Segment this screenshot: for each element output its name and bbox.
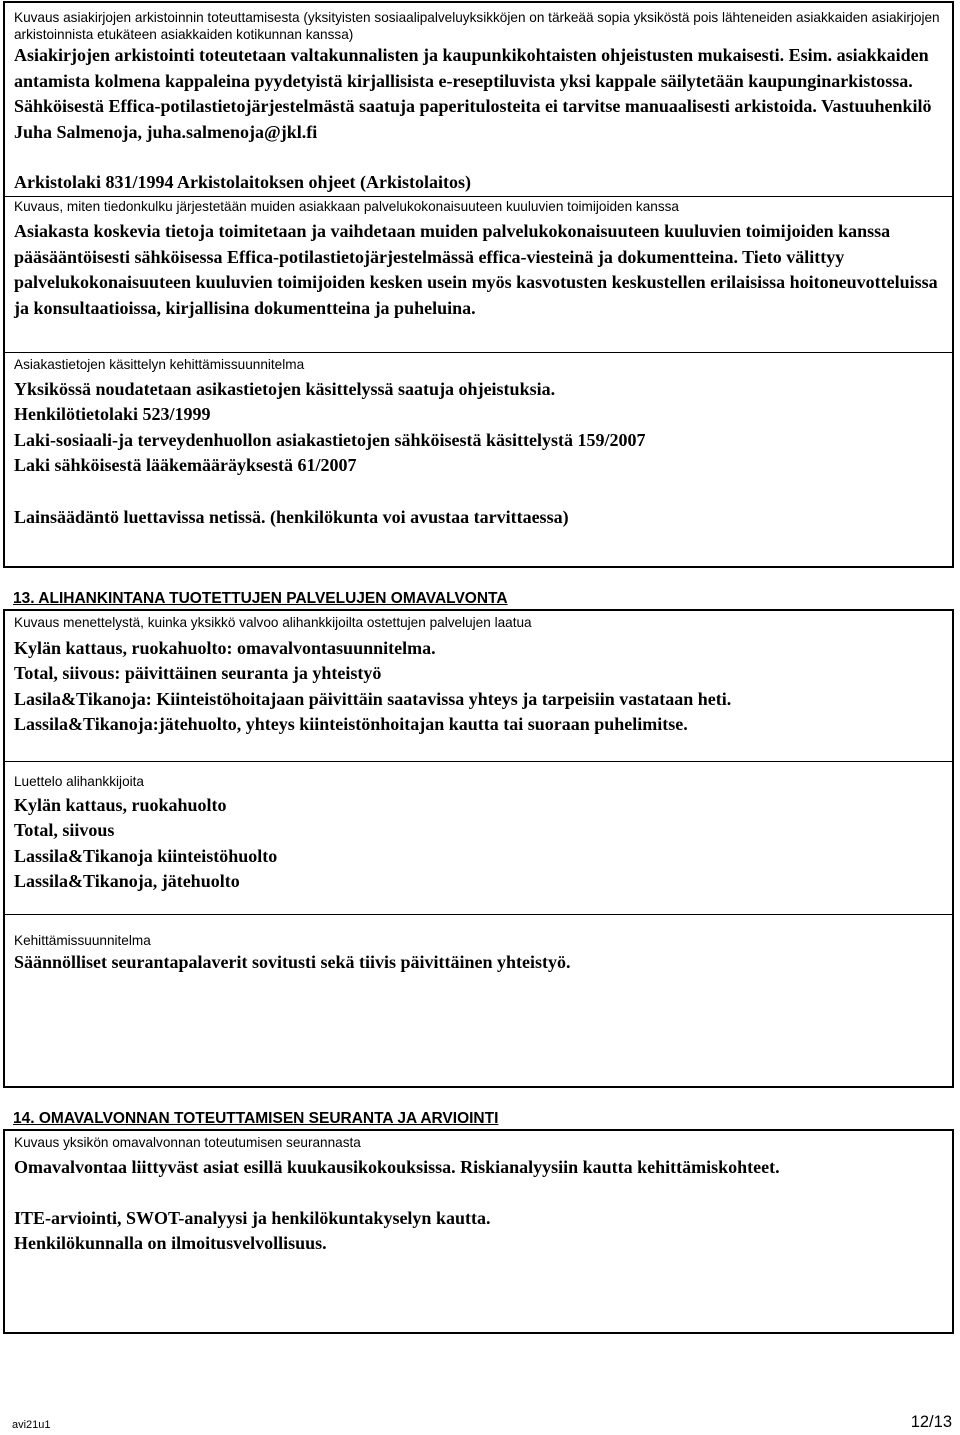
section-14-heading: 14. OMAVALVONNAN TOTEUTTAMISEN SEURANTA JA ARVIOINTI [13, 1110, 499, 1127]
dev-plan-line: Laki-sosiaali-ja terveydenhuollon asiakastietojen sähköisestä käsittelystä 159/2007 [14, 430, 646, 450]
dev-plan-13-text: Säännölliset seurantapalaverit sovitusti sekä tiivis päivittäinen yhteistyö. [14, 952, 571, 972]
divider [5, 352, 952, 353]
divider [5, 761, 952, 762]
footer-page-number: 12/13 [910, 1413, 952, 1431]
subcontractors-description-label: Luettelo alihankkijoita [14, 774, 144, 789]
archiving-description-label: Kuvaus asiakirjojen arkistoinnin toteuttamisesta (yksityisten sosiaalipalveluyksikköjen on tärkeää sopia yksiköstä pois lähteneiden asiakkaiden asiakirjojen arkistoinnista etukäteen asiakkaiden kotikunnan kanssa) [14, 10, 940, 42]
followup-description-label: Kuvaus yksikön omavalvonnan toteutumisen seurannasta [14, 1135, 361, 1150]
archiving-text: Asiakirjojen arkistointi toteutetaan valtakunnalisten ja kaupunkikohtaisten ohjeistusten mukaisesti. Esim. asiakkaiden antamista kolmena kappaleina pyydetyistä kirjallisista e-reseptiluvista yksi kappale säilytetään kaupunginarkistossa. Sähköisestä Effica-potilastietojärjestelmästä saatuja paperitulosteita ei tarvitse manuaalisesti arkistoida. Vastuuhenkilö Juha Salmenoja, juha.salmenoja@jkl.fi [14, 45, 932, 142]
dev-plan-line: Yksikössä noudatetaan asikastietojen käsittelyssä saatuja ohjeistuksia. [14, 379, 556, 399]
followup-line: Henkilökunnalla on ilmoitusvelvollisuus. [14, 1233, 327, 1253]
dev-plan-description-label: Asiakastietojen käsittelyn kehittämissuunnitelma [14, 357, 305, 372]
subcontractor-item: Total, siivous [14, 820, 115, 840]
section-12-continued-box [3, 1, 954, 568]
quality-description-label: Kuvaus menettelystä, kuinka yksikkö valvoo alihankkijoilta ostettujen palvelujen laatua [14, 615, 532, 630]
quality-line: Kylän kattaus, ruokahuolto: omavalvontasuunnitelma. [14, 638, 436, 658]
section-13-heading: 13. ALIHANKINTANA TUOTETTUJEN PALVELUJEN OMAVALVONTA [13, 590, 508, 607]
section-13-box [3, 609, 954, 1088]
divider [5, 914, 952, 915]
section-14-box [3, 1129, 954, 1334]
dev-plan-line: Henkilötietolaki 523/1999 [14, 404, 211, 424]
followup-line: ITE-arviointi, SWOT-analyysi ja henkilökuntakyselyn kautta. [14, 1208, 491, 1228]
subcontractor-item: Kylän kattaus, ruokahuolto [14, 795, 227, 815]
quality-line: Lasila&Tikanoja: Kiinteistöhoitajaan päivittäin saatavissa yhteys ja tarpeisiin vastataan heti. [14, 689, 732, 709]
archiving-law-text: Arkistolaki 831/1994 Arkistolaitoksen ohjeet (Arkistolaitos) [14, 172, 471, 192]
divider [5, 196, 952, 197]
followup-line: Omavalvontaa liittyväst asiat esillä kuukausikokouksissa. Riskianalyysiin kautta kehittämiskohteet. [14, 1157, 780, 1177]
dev-plan-note: Lainsäädäntö luettavissa netissä. (henkilökunta voi avustaa tarvittaessa) [14, 507, 569, 527]
dev-plan-13-description-label: Kehittämissuunnitelma [14, 933, 151, 948]
subcontractor-item: Lassila&Tikanoja, jätehuolto [14, 871, 240, 891]
info-flow-text: Asiakasta koskevia tietoja toimitetaan ja vaihdetaan muiden palvelukokonaisuuteen kuuluvien toimijoiden kanssa pääsääntöisesti sähköisessa Effica-potilastietojärjestelmässä effica-viesteinä ja dokumentteina. Tieto välittyy palvelukokonaisuuteen kuuluvien toimijoiden kesken usein myös kasvotusten keskustellen erilaisissa hoitoneuvotteluissa ja konsultaatioissa, kirjallisina dokumentteina ja puheluina. [14, 221, 938, 318]
quality-line: Total, siivous: päivittäinen seuranta ja yhteistyö [14, 663, 382, 683]
footer-doc-code: avi21u1 [12, 1419, 51, 1431]
quality-line: Lassila&Tikanoja:jätehuolto, yhteys kiinteistönhoitajan kautta tai suoraan puhelimitse. [14, 714, 688, 734]
dev-plan-line: Laki sähköisestä lääkemääräyksestä 61/2007 [14, 455, 357, 475]
info-flow-description-label: Kuvaus, miten tiedonkulku järjestetään muiden asiakkaan palvelukokonaisuuteen kuuluvien toimijoiden kanssa [14, 199, 679, 214]
subcontractor-item: Lassila&Tikanoja kiinteistöhuolto [14, 846, 278, 866]
